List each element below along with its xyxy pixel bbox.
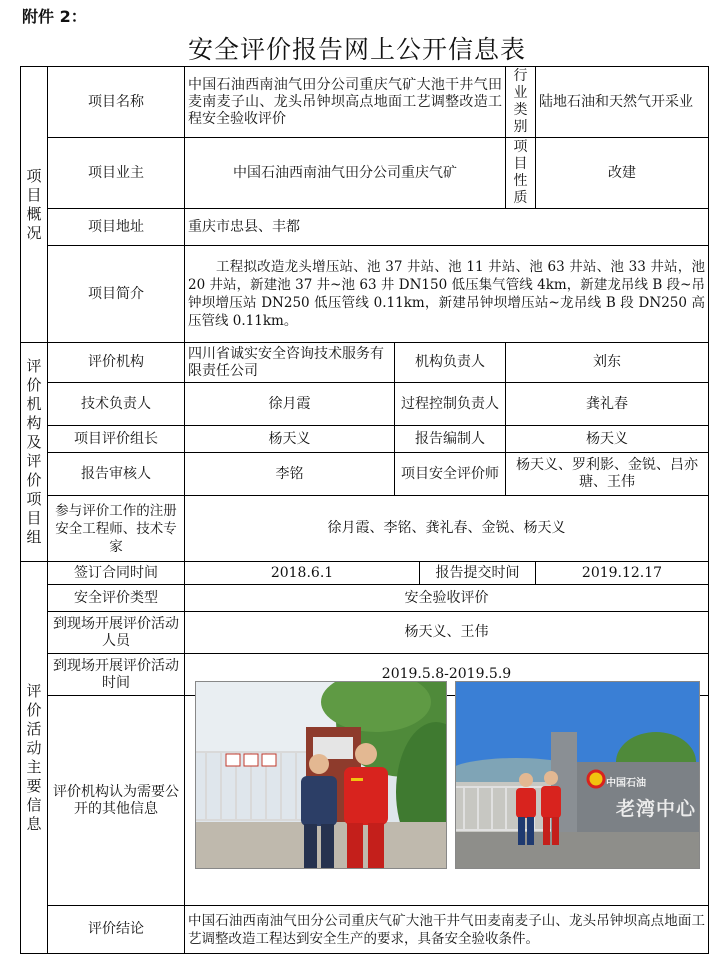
report-author-value: 杨天义 <box>506 426 709 453</box>
submit-date-label: 报告提交时间 <box>420 562 536 585</box>
photo-sign-text: 老湾中心 <box>616 798 697 820</box>
conclusion-label: 评价结论 <box>48 906 185 954</box>
agency-head-label: 机构负责人 <box>395 343 506 383</box>
project-brief-label: 项目简介 <box>48 246 185 343</box>
process-lead-label: 过程控制负责人 <box>395 383 506 426</box>
project-nature-label: 项目性质 <box>506 138 536 209</box>
agency-label: 评价机构 <box>48 343 185 383</box>
agency-head-value: 刘东 <box>506 343 709 383</box>
assessment-type-label: 安全评价类型 <box>48 585 185 612</box>
other-info-label: 评价机构认为需要公开的其他信息 <box>48 696 185 906</box>
assessment-type-value: 安全验收评价 <box>185 585 709 612</box>
onsite-staff-label: 到现场开展评价活动人员 <box>48 612 185 654</box>
project-name-label: 项目名称 <box>48 67 185 138</box>
project-address-value: 重庆市忠县、丰都 <box>185 209 709 246</box>
project-owner-value: 中国石油西南油气田分公司重庆气矿 <box>185 138 506 209</box>
safety-assessor-value: 杨天义、罗利影、金锐、吕亦瑭、王伟 <box>506 453 709 496</box>
section-agency: 评价机构及评价项目组 <box>21 343 48 562</box>
industry-value: 陆地石油和天然气开采业 <box>536 67 709 138</box>
section-activity: 评价活动主要信息 <box>21 562 48 954</box>
report-author-label: 报告编制人 <box>395 426 506 453</box>
contract-date-label: 签订合同时间 <box>48 562 185 585</box>
project-brief-value: 工程拟改造龙头增压站、池 37 井站、池 11 井站、池 63 井站、池 33 井站，池 20 井站，新建池 37 井~池 63 井 DN150 低压集气管线 4km，新建龙吊线 B 段~吊钟坝增压站 DN250 低压管线 0.11km，新建吊钟坝增压站~龙吊线 B 段 DN250 高压管线 0.11km。 <box>185 246 709 343</box>
experts-label: 参与评价工作的注册安全工程师、技术专家 <box>48 496 185 562</box>
experts-value: 徐月霞、李铭、龚礼春、金锐、杨天义 <box>185 496 709 562</box>
tech-lead-label: 技术负责人 <box>48 383 185 426</box>
process-lead-value: 龚礼春 <box>506 383 709 426</box>
safety-assessor-label: 项目安全评价师 <box>395 453 506 496</box>
onsite-staff-value: 杨天义、王伟 <box>185 612 709 654</box>
project-address-label: 项目地址 <box>48 209 185 246</box>
photo-brand-text: 中国石油 <box>606 778 646 789</box>
onsite-time-label: 到现场开展评价活动时间 <box>48 654 185 696</box>
contract-date-value: 2018.6.1 <box>185 562 420 585</box>
onsite-time-value: 2019.5.8-2019.5.9 <box>185 654 709 696</box>
reviewer-value: 李铭 <box>185 453 395 496</box>
section-overview: 项目概况 <box>21 67 48 343</box>
team-leader-value: 杨天义 <box>185 426 395 453</box>
site-photo-gate <box>195 681 447 869</box>
tech-lead-value: 徐月霞 <box>185 383 395 426</box>
project-owner-label: 项目业主 <box>48 138 185 209</box>
submit-date-value: 2019.12.17 <box>536 562 709 585</box>
reviewer-label: 报告审核人 <box>48 453 185 496</box>
site-photo-sign <box>455 681 700 869</box>
industry-label: 行业类别 <box>506 67 536 138</box>
page-title: 安全评价报告网上公开信息表 <box>187 35 526 64</box>
project-name-value: 中国石油西南油气田分公司重庆气矿大池干井气田麦南麦子山、龙头吊钟坝高点地面工艺调整改造工程安全验收评价 <box>185 67 506 138</box>
attachment-label: 附件 2： <box>22 7 87 26</box>
team-leader-label: 项目评价组长 <box>48 426 185 453</box>
project-nature-value: 改建 <box>536 138 709 209</box>
conclusion-value: 中国石油西南油气田分公司重庆气矿大池干井气田麦南麦子山、龙头吊钟坝高点地面工艺调整改造工程达到安全生产的要求，具备安全验收条件。 <box>185 906 709 954</box>
agency-value: 四川省诚实安全咨询技术服务有限责任公司 <box>185 343 395 383</box>
